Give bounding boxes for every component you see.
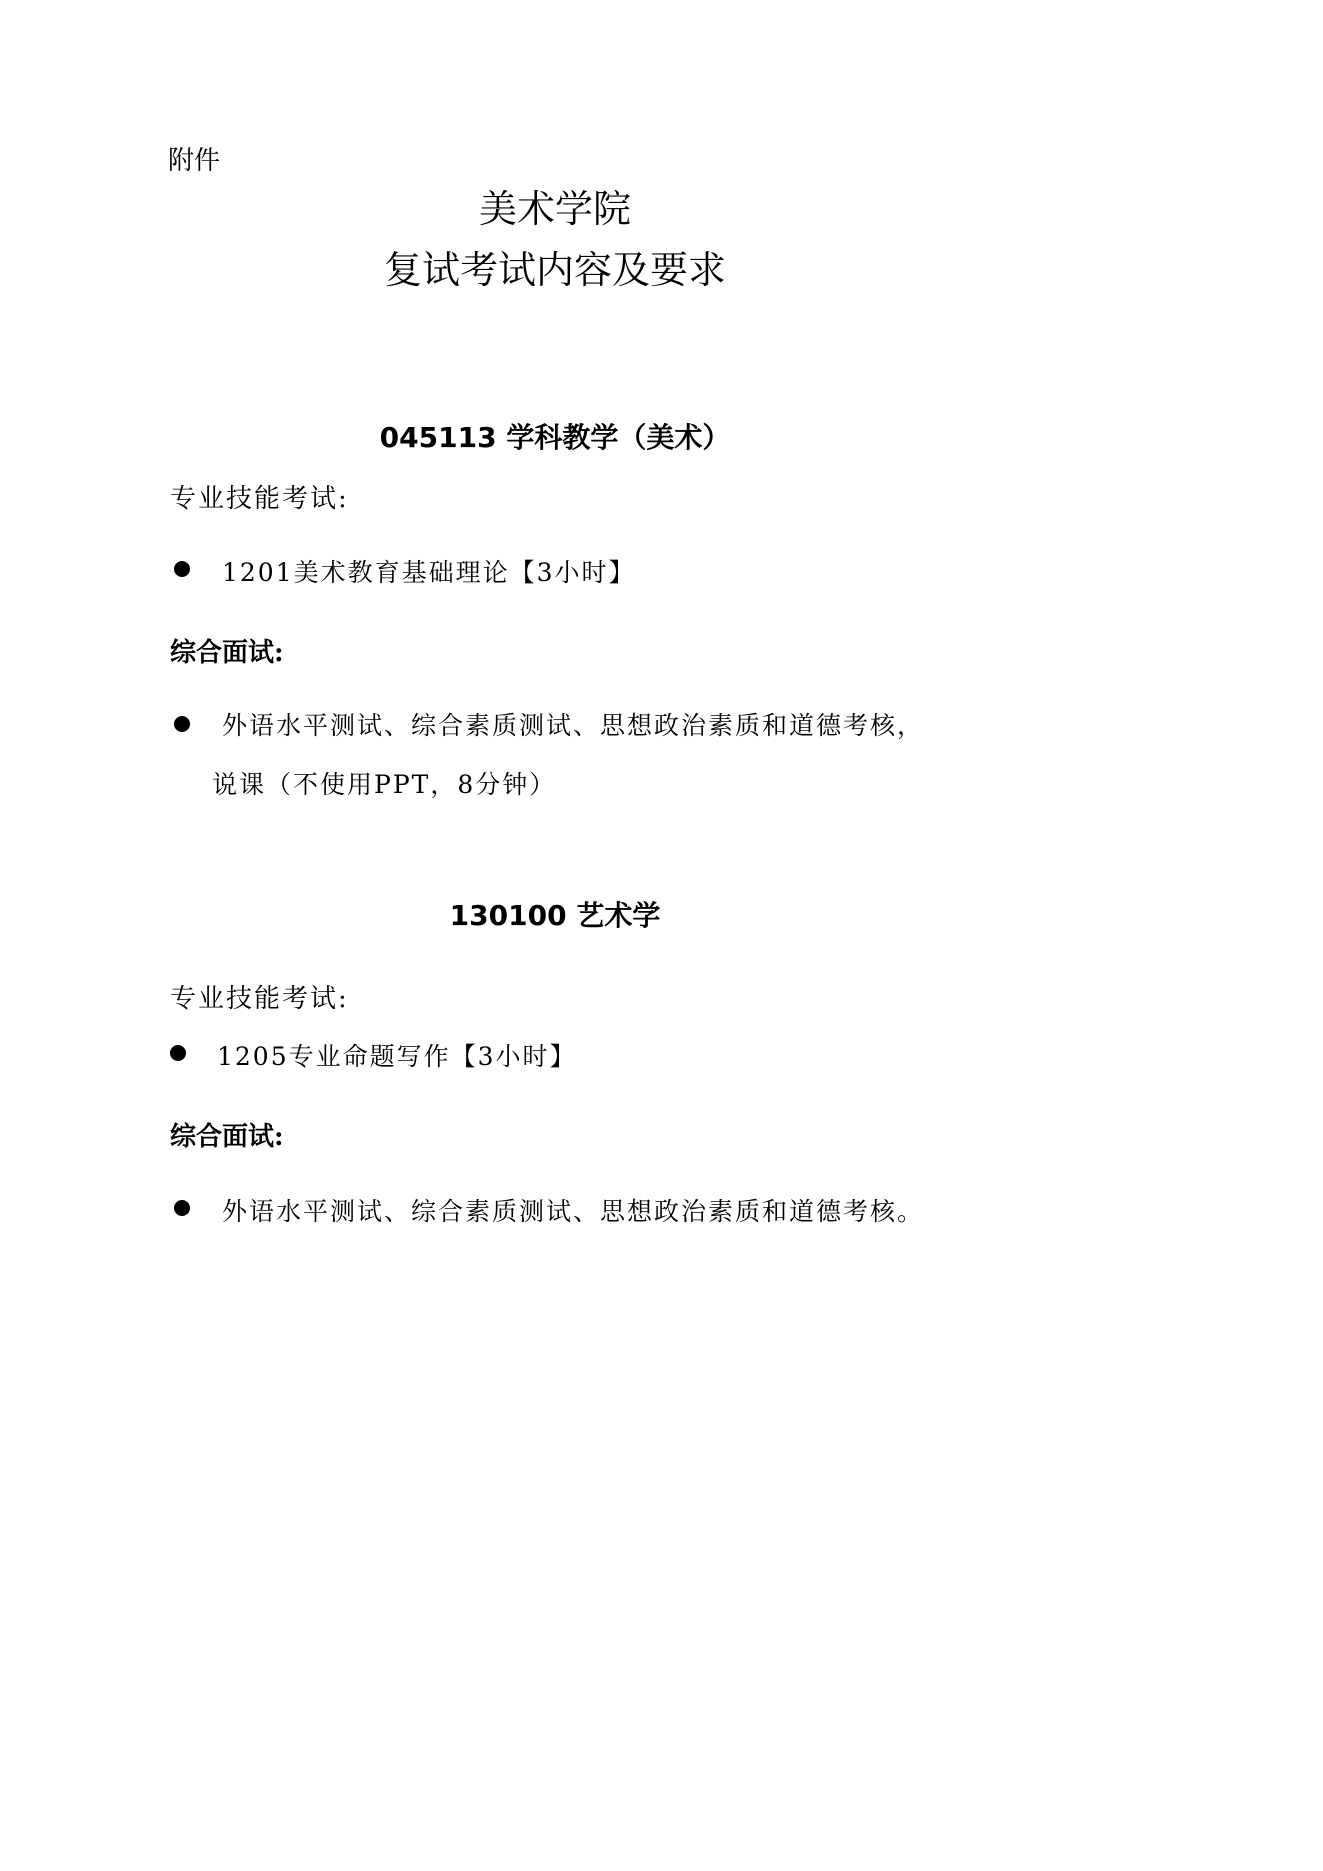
attachment-label: 附件 [168, 146, 221, 176]
interview-label: 综合面试: [170, 638, 284, 668]
program-heading: 045113 学科教学（美术） [379, 421, 731, 454]
skill-exam-label: 专业技能考试: [170, 984, 349, 1014]
bullet-icon [170, 1045, 186, 1061]
skill-exam-item: 1201美术教育基础理论【3小时】 [222, 558, 636, 587]
bullet-icon [174, 1200, 190, 1216]
document-title: 美术学院 [478, 187, 631, 231]
interview-label: 综合面试: [170, 1122, 284, 1152]
document-subtitle: 复试考试内容及要求 [383, 248, 726, 292]
program-heading: 130100 艺术学 [449, 899, 661, 932]
interview-item-line1: 外语水平测试、综合素质测试、思想政治素质和道德考核。 [222, 1197, 925, 1226]
interview-item-line2: 说课（不使用PPT，8分钟） [212, 770, 557, 799]
interview-item-line1: 外语水平测试、综合素质测试、思想政治素质和道德考核， [222, 711, 925, 740]
bullet-icon [174, 716, 190, 732]
skill-exam-label: 专业技能考试: [170, 484, 349, 514]
skill-exam-item: 1205专业命题写作【3小时】 [217, 1042, 577, 1071]
bullet-icon [174, 561, 190, 577]
